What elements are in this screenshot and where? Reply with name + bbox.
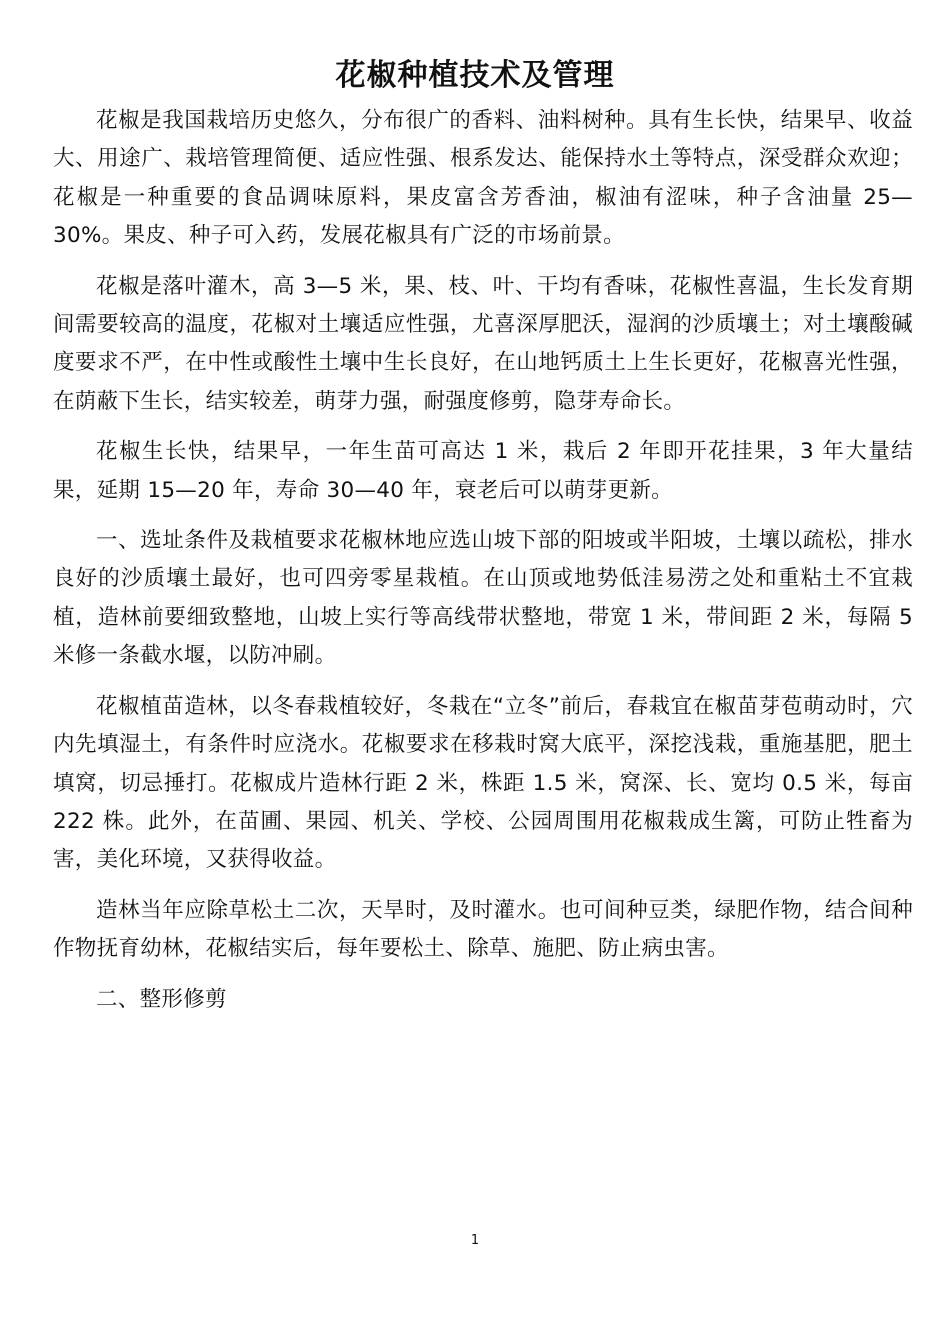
paragraph-site-selection: 一、选址条件及栽植要求花椒林地应选山坡下部的阳坡或半阳坡，土壤以疏松，排水良好的沙质壤土最好，也可四旁零星栽植。在山顶或地势低洼易涝之处和重粘土不宜栽植，造林前要细致整地，山坡上实行等高线带状整地，带宽 1 米，带间距 2 米，每隔 5 米修一条截水堰，以防冲刷。 <box>53 528 913 669</box>
section-heading-pruning: 二、整形修剪 <box>96 986 227 1012</box>
document-body <box>53 102 913 1019</box>
paragraph-growth: 花椒生长快，结果早，一年生苗可高达 1 米，栽后 2 年即开花挂果，3 年大量结果，延期 15—20 年，寿命 30—40 年，衰老后可以萌芽更新。 <box>53 439 913 503</box>
paragraph-intro: 花椒是我国栽培历史悠久，分布很广的香料、油料树种。具有生长快，结果早、收益大、用途广、栽培管理简便、适应性强、根系发达、能保持水土等特点，深受群众欢迎；花椒是一种重要的食品调味原料，果皮富含芳香油，椒油有涩味，种子含油量 25—30%。果皮、种子可入药，发展花椒具有广泛的市场前景。 <box>53 108 913 249</box>
paragraph-characteristics: 花椒是落叶灌木，高 3—5 米，果、枝、叶、干均有香味，花椒性喜温，生长发育期间需要较高的温度，花椒对土壤适应性强，尤喜深厚肥沃，湿润的沙质壤土；对土壤酸碱度要求不严，在中性或酸性土壤中生长良好，在山地钙质土上生长更好，花椒喜光性强，在荫蔽下生长，结实较差，萌芽力强，耐强度修剪，隐芽寿命长。 <box>53 273 913 414</box>
document-title: 花椒种植技术及管理 <box>335 58 615 93</box>
page-number: 1 <box>470 1233 480 1248</box>
paragraph-maintenance: 造林当年应除草松土二次，天旱时，及时灌水。也可间种豆类，绿肥作物，结合间种作物抚育幼林，花椒结实后，每年要松土、除草、施肥、防止病虫害。 <box>53 897 913 962</box>
paragraph-planting: 花椒植苗造林，以冬春栽植较好，冬栽在“立冬”前后，春栽宜在椒苗芽苞萌动时，穴内先填湿土，有条件时应浇水。花椒要求在移栽时窝大底平，深挖浅栽，重施基肥，肥土填窝，切忌捶打。花椒成片造林行距 2 米，株距 1.5 米，窝深、长、宽均 0.5 米，每亩 222 株。此外，在苗圃、果园、机关、学校、公园周围用花椒栽成生篱，可防止牲畜为害，美化环境，又获得收益。 <box>53 693 913 873</box>
